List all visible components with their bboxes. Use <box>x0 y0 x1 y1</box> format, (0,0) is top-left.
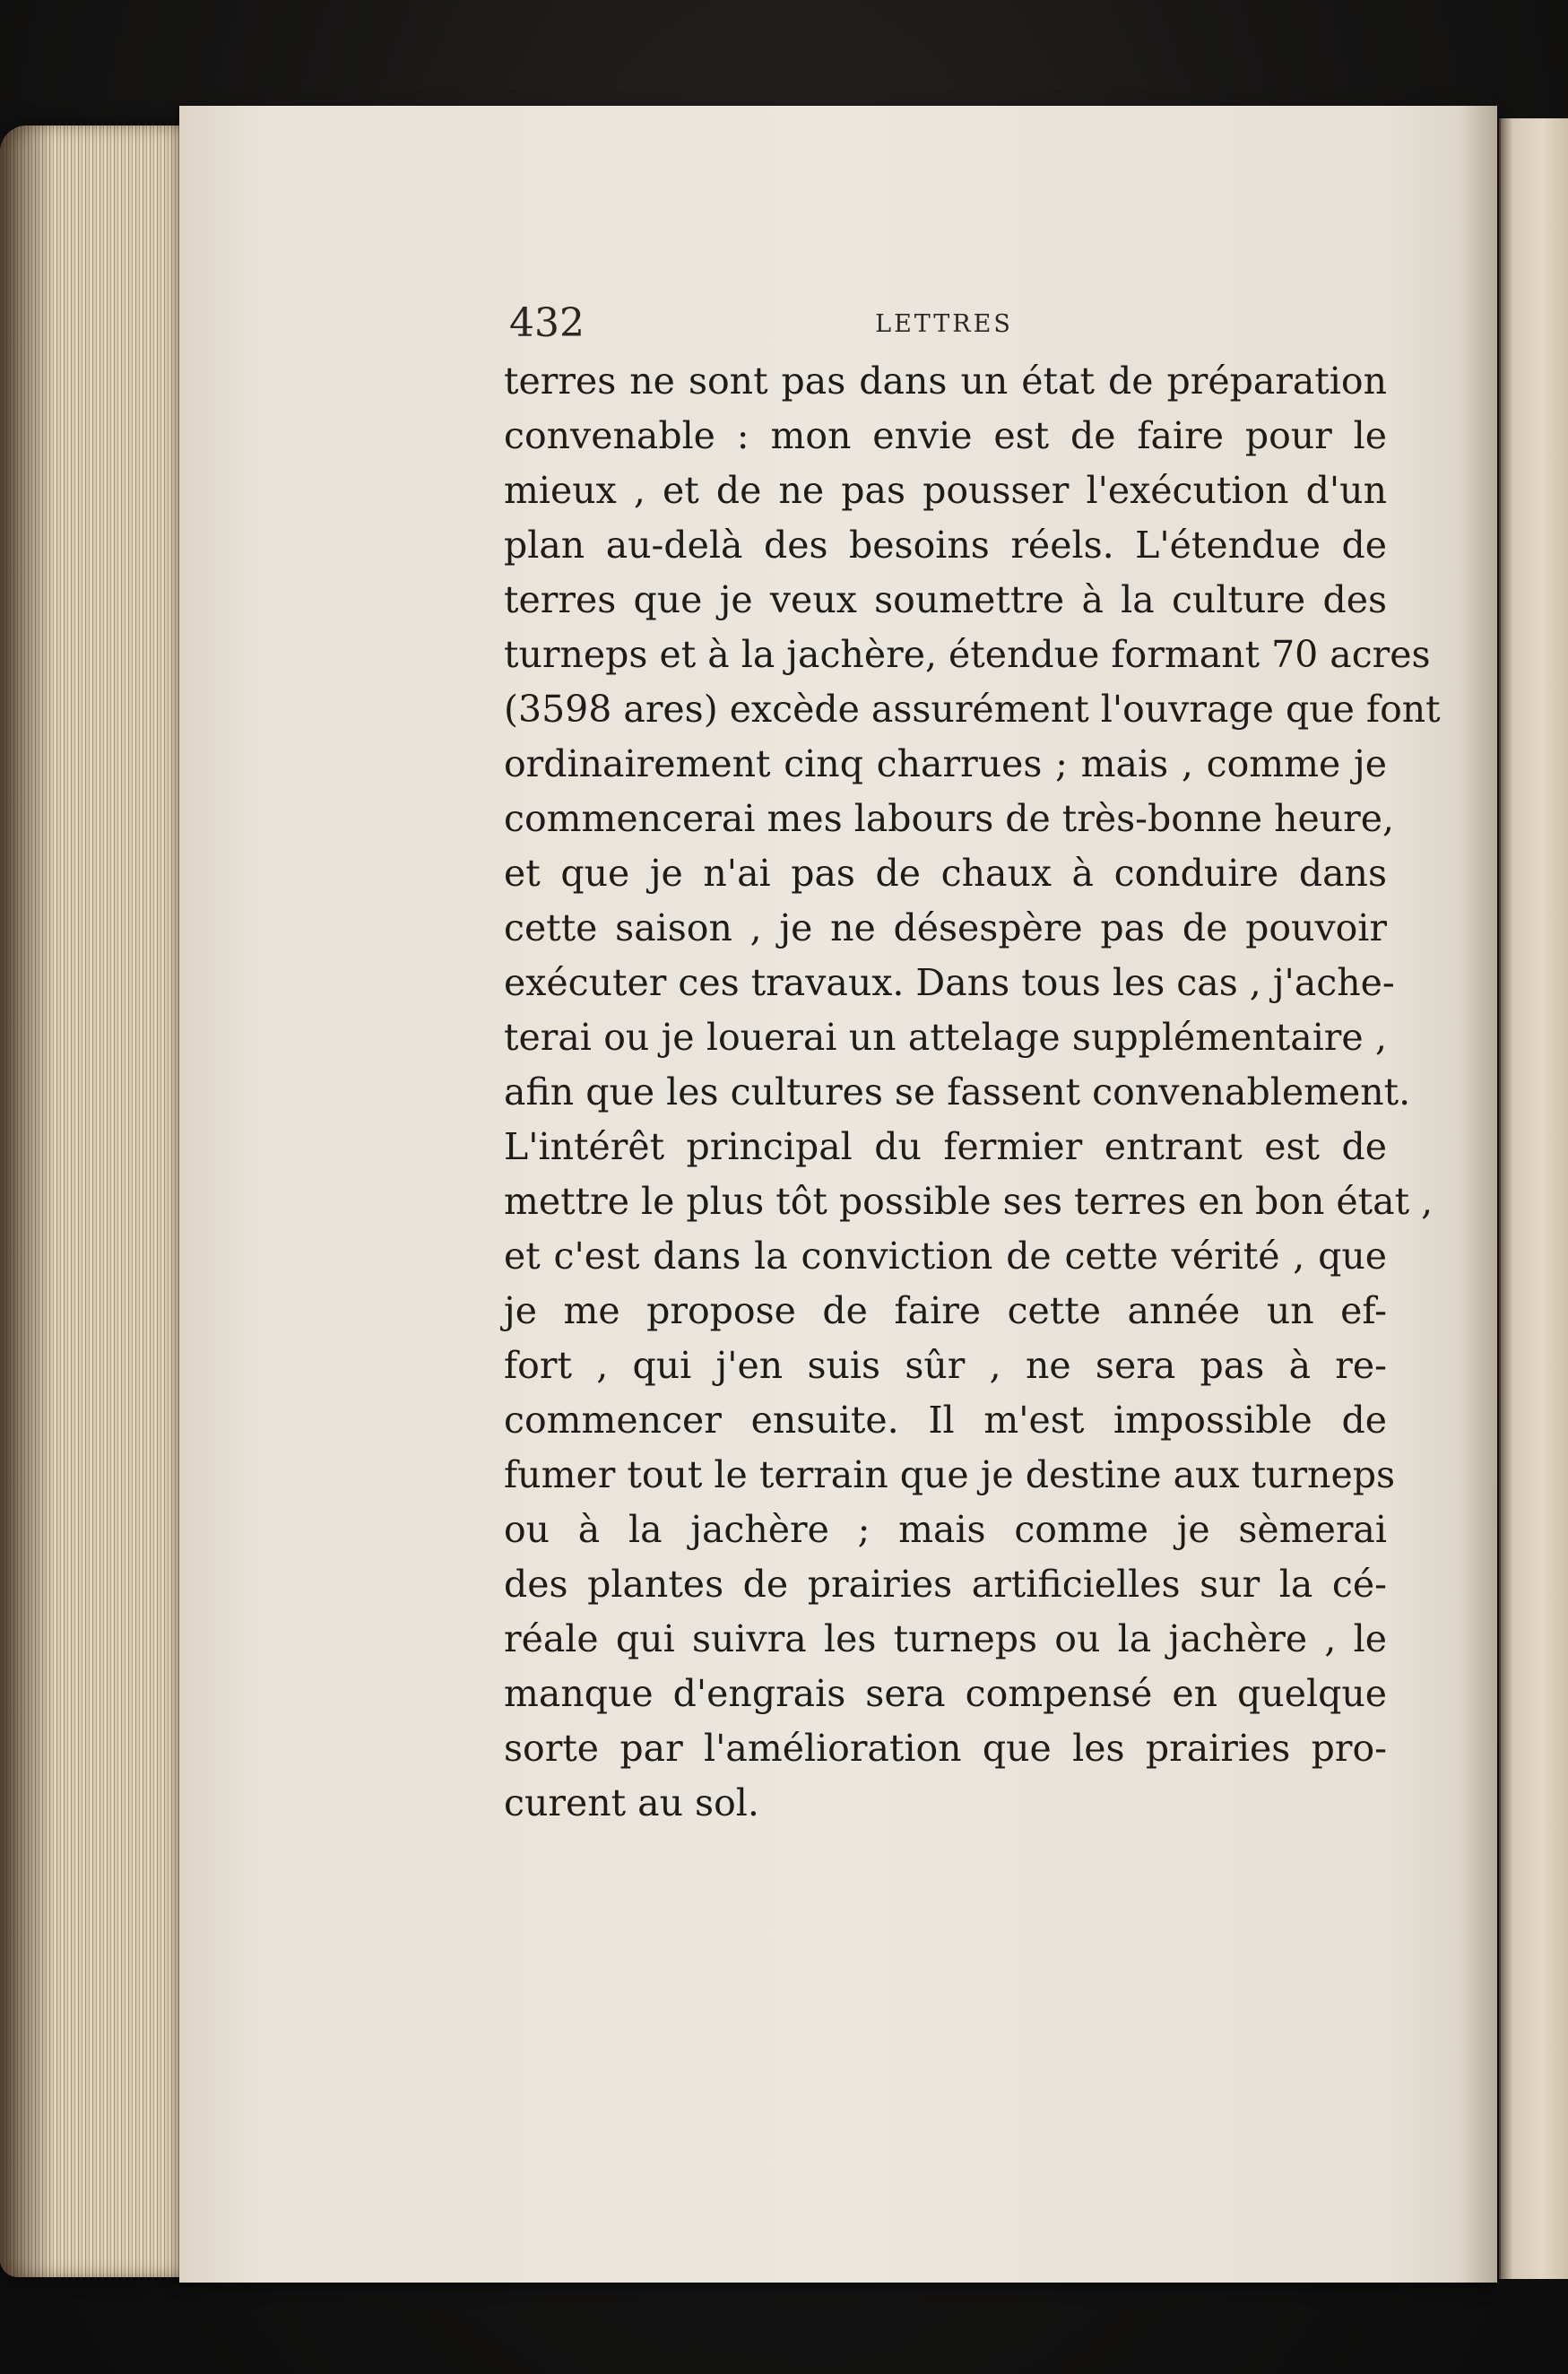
text-line: commencerai mes labours de très-bonne heure, <box>504 797 1395 840</box>
text-line: manque d'engrais sera compensé en quelque <box>504 1672 1387 1715</box>
facing-page-edge <box>1499 118 1568 2279</box>
text-line: afin que les cultures se fassent convenablement. <box>504 1070 1411 1113</box>
text-line: réale qui suivra les turneps ou la jachère , le <box>504 1617 1387 1660</box>
text-line: turneps et à la jachère, étendue formant 70 acres <box>504 633 1431 676</box>
text-line: ou à la jachère ; mais comme je sèmerai <box>504 1508 1387 1551</box>
text-line: et que je n'ai pas de chaux à conduire dans <box>504 852 1387 895</box>
text-line: curent au sol. <box>504 1781 759 1824</box>
gutter-shadow <box>1461 106 1497 2283</box>
text-line: terres que je veux soumettre à la culture des <box>504 578 1387 621</box>
text-line: ordinairement cinq charrues ; mais , comme je <box>504 742 1387 785</box>
running-title: LETTRES <box>875 310 1013 338</box>
text-line: (3598 ares) excède assurément l'ouvrage que font <box>504 688 1441 731</box>
page-number: 432 <box>509 300 585 346</box>
text-line: mettre le plus tôt possible ses terres en bon état , <box>504 1180 1434 1223</box>
running-head <box>509 301 1379 346</box>
text-line: sorte par l'amélioration que les prairies pro- <box>504 1727 1387 1770</box>
text-line: fort , qui j'en suis sûr , ne sera pas à re- <box>504 1344 1387 1387</box>
page-stack-shadow <box>0 126 54 2277</box>
text-line: convenable : mon envie est de faire pour le <box>504 414 1387 457</box>
text-line: exécuter ces travaux. Dans tous les cas , j'ache- <box>504 961 1395 1004</box>
text-line: commencer ensuite. Il m'est impossible de <box>504 1399 1387 1442</box>
text-line: cette saison , je ne désespère pas de pouvoir <box>504 906 1387 949</box>
text-line: terai ou je louerai un attelage supplémentaire , <box>504 1016 1387 1059</box>
text-line: L'intérêt principal du fermier entrant est de <box>504 1125 1387 1168</box>
text-line: et c'est dans la conviction de cette vérité , que <box>504 1235 1387 1278</box>
body-text <box>504 354 1441 1831</box>
text-line: je me propose de faire cette année un ef- <box>504 1289 1387 1332</box>
text-line: terres ne sont pas dans un état de préparation <box>504 360 1387 403</box>
text-line: mieux , et de ne pas pousser l'exécution d'un <box>504 469 1387 512</box>
text-line: plan au-delà des besoins réels. L'étendue de <box>504 524 1387 567</box>
text-line: fumer tout le terrain que je destine aux turneps <box>504 1453 1396 1496</box>
text-line: des plantes de prairies artificielles sur la cé- <box>504 1563 1387 1606</box>
